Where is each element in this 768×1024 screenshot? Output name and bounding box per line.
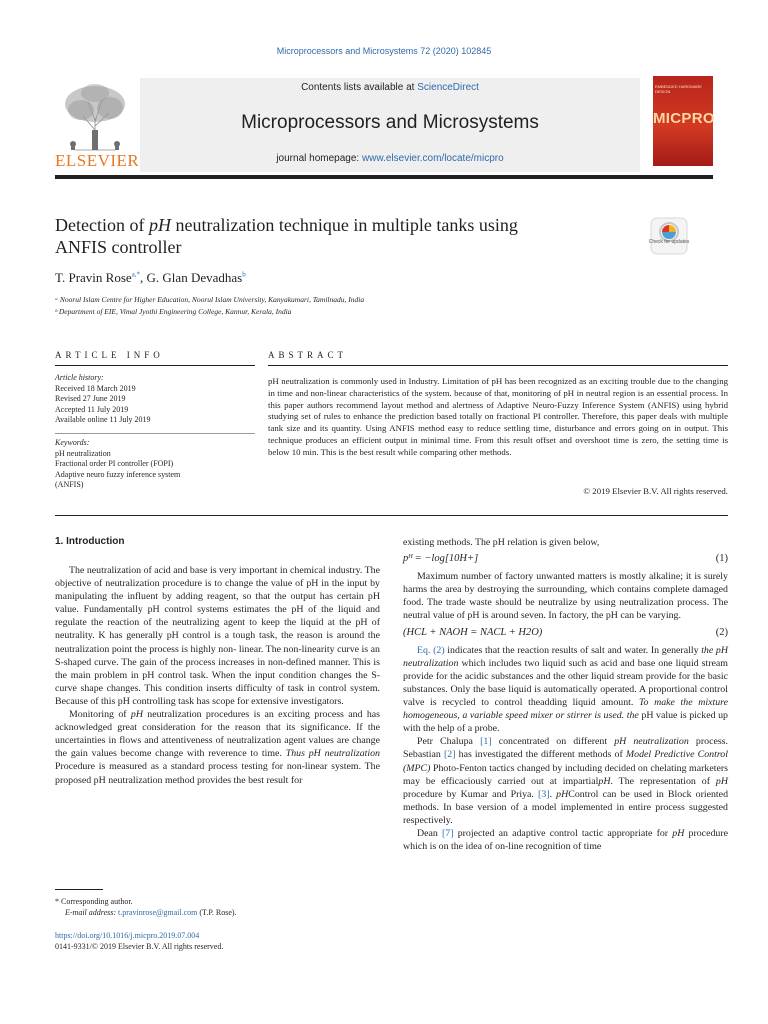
section-heading-introduction: 1. Introduction — [55, 536, 125, 547]
article-history — [55, 373, 255, 426]
sciencedirect-link[interactable]: ScienceDirect — [417, 82, 479, 93]
author-1-affil-mark[interactable]: a,* — [131, 270, 141, 279]
equation-1-number: (1) — [715, 553, 728, 565]
text: Monitoring of — [69, 709, 131, 721]
body-column-right — [403, 536, 728, 853]
email-suffix: (T.P. Rose). — [197, 908, 237, 917]
accepted-date: Accepted 11 July 2019 — [55, 404, 129, 414]
text: has investigated the different methods of — [455, 749, 626, 761]
text: . The representation of — [610, 775, 716, 787]
text: the pH neutralization — [403, 644, 728, 669]
keyword: pH neutralization — [55, 448, 111, 458]
text: process. Sebastian — [403, 736, 728, 761]
article-info-rule — [55, 365, 255, 366]
text: To make the mixture homogeneous, a variable speed mixer or stirrer is used. the — [403, 697, 728, 722]
text: Procedure is measured as a standard process testing for non-linear system. The proposed pH neutralization method provides the best result for — [55, 761, 380, 786]
doi-link[interactable]: https://doi.org/10.1016/j.micpro.2019.07.004 — [55, 931, 200, 940]
doi-block — [55, 930, 380, 952]
text: procedure by Kumar and Priya. — [403, 788, 539, 800]
author-list — [55, 270, 246, 286]
email-label: E-mail address: — [65, 908, 119, 917]
eq-2-link[interactable]: Eq. (2) — [417, 644, 445, 656]
text: procedure which is on the idea of on-line recognition of time — [403, 827, 728, 853]
intro-paragraph-1: The neutralization of acid and base is very important in chemical industry. The objective of neutralization procedure is to change the value of pH in the input by manipulating the influent by adding reagent, so that the output has certain pH value. Fundamentally pH control systems estimates the pH of the liquid and regulate the reaction of the neutralizing agent to keep the liquid at the pH of neutrality. K has generally pH control is a tough task, the reason is around the neutralization point the process is highly non- linear. The non-linearity curve is an S-shaped curve. The gain of the process increases in non-defined manner. This is the main problem in pH control task. When the input condition changes the S-curve shape changes. This condition inserts difficulty of task in control system. Because of this pH controlling task has scope for extensive investigators. — [55, 565, 380, 707]
history-label: Article history: — [55, 373, 104, 382]
text: Petr Chalupa — [417, 736, 481, 748]
text: pH value is picked up with the help of a probe. — [403, 710, 728, 735]
reference-link-2[interactable]: [2] — [443, 749, 456, 761]
text: Dean — [417, 827, 443, 839]
equation-1-text: pᴴ = −log[10H+] — [403, 553, 479, 565]
text: Thus pH neutralization — [285, 748, 380, 760]
abstract-rule — [268, 365, 728, 366]
equation-1 — [403, 552, 728, 565]
footnote-rule — [55, 889, 103, 890]
author-separator: , — [140, 270, 147, 285]
text: indicates that the reaction results of salt and water. In generally — [444, 644, 702, 656]
cover-title: MICPRO — [653, 110, 715, 127]
homepage-link[interactable]: www.elsevier.com/locate/micpro — [361, 153, 504, 164]
journal-homepage — [140, 153, 640, 164]
contents-available — [140, 82, 640, 93]
body-column-left — [55, 564, 380, 787]
equation-2-text: (HCL + NAOH = NACL + H2O) — [403, 626, 543, 638]
footnote-mark: * — [55, 897, 59, 906]
text: Control can be used in Block oriented methods. In base version of a model implemented in entire process suggested respectively. — [403, 788, 729, 826]
article-title — [55, 214, 615, 258]
keywords-rule — [55, 433, 255, 434]
keyword: (ANFIS) — [55, 480, 84, 489]
crossmark-icon[interactable] — [650, 217, 688, 255]
reference-link-1[interactable]: [1] — [480, 736, 492, 748]
crossmark-label: Check for updates — [648, 239, 690, 245]
text: which includes two liquid such as acid and base one liquid stream provide for the acidic substances and the other liquid stream provide for the basic substances. Only the base liquid is automatically operated. A proportional control valve is recycled to control theadding liquid amount. — [403, 657, 728, 709]
text: pH — [598, 775, 611, 787]
reference-link-7[interactable]: [7] — [442, 827, 454, 839]
paragraph: existing methods. The pH relation is given below, — [403, 537, 600, 548]
text: pH — [130, 709, 143, 721]
title-ph: pH — [148, 215, 171, 235]
keywords — [55, 438, 255, 491]
paragraph — [403, 735, 728, 827]
revised-date: Revised 27 June 2019 — [55, 394, 126, 403]
affiliation-a: ᵃ Noorul Islam Centre for Higher Education, Noorul Islam University, Kanyakumari, Tamilnadu, India — [55, 295, 365, 304]
article-info-heading: ARTICLE INFO — [55, 350, 164, 360]
footnote-text: Corresponding author. — [59, 897, 133, 906]
title-part: neutralization technique in multiple tanks using — [170, 215, 518, 235]
text: Photo-Fenton tactics changed by including decided on chelating marketers may be efficaciously carried out at impartial — [403, 762, 728, 787]
elsevier-tree-logo — [55, 80, 135, 152]
affiliation-b: ᵇ Department of EIE, Vimal Jyothi Engineering College, Kannur, Kerala, India — [55, 307, 292, 316]
keyword: Adaptive neuro fuzzy inference system — [55, 469, 181, 479]
received-date: Received 18 March 2019 — [55, 383, 136, 393]
online-date: Available online 11 July 2019 — [55, 415, 151, 424]
title-part: Detection of — [55, 215, 149, 235]
journal-name: Microprocessors and Microsystems — [241, 112, 539, 133]
text: concentrated on different — [491, 736, 615, 748]
header-divider — [55, 175, 713, 179]
footnote — [55, 896, 380, 918]
issn-copyright: 0141-9331/© 2019 Elsevier B.V. All rights reserved. — [55, 942, 224, 951]
text: . — [549, 788, 557, 800]
paragraph — [403, 827, 728, 853]
equation-2-number: (2) — [715, 626, 728, 638]
author-email-link[interactable]: t.pravinrose@gmail.com — [118, 908, 198, 917]
text: Model Predictive Control (MPC) — [403, 749, 728, 774]
text: pH — [672, 827, 685, 839]
title-line-2: ANFIS controller — [55, 237, 182, 257]
reference-link-3[interactable]: [3] — [538, 788, 550, 800]
abstract-bottom-rule — [55, 515, 728, 516]
abstract-copyright: © 2019 Elsevier B.V. All rights reserved. — [583, 486, 728, 496]
keywords-label: Keywords: — [55, 438, 90, 447]
contents-prefix: Contents lists available at — [301, 82, 418, 93]
text: projected an adaptive control tactic appropriate for — [453, 827, 673, 839]
text: pH — [556, 788, 569, 800]
paragraph: Maximum number of factory unwanted matters is mostly alkaline; it is surely harms the area by destroying the surrounding, which contains complete damaged food. The trade waste should be neutralize by using neutralization process. The neutral value of pH is around seven. In factory, the pH can be varying. — [403, 571, 728, 622]
elsevier-wordmark: ELSEVIER — [55, 151, 140, 170]
homepage-prefix: journal homepage: — [276, 153, 362, 164]
abstract-heading: ABSTRACT — [268, 350, 348, 360]
paragraph — [403, 644, 728, 736]
text: pH — [715, 775, 728, 787]
author-2: G. Glan Devadhas — [146, 270, 243, 285]
equation-2 — [403, 626, 728, 639]
cover-small-text: EMBEDDED HARDWARE DESIGN — [655, 84, 702, 94]
intro-paragraph-2 — [55, 708, 380, 787]
author-2-affil-mark[interactable]: b — [242, 270, 246, 279]
text: pH neutralization — [614, 736, 689, 748]
abstract-text: pH neutralization is commonly used in Industry. Limitation of pH has been recognized as an exciting trouble due to the changing in time and non-linear characteristics of the system. because of that, monitoring of pH in neutral region is an essential process. In this paper authors recommend layout method and alertness of Adaptive Neuro-Fuzzy Inference System (ANFIS) using hybrid studying set of rules to enhance the prediction based totally on fractional PI controller. Therefore, this paper deals with multiple tank size and its quantity. Using ANFIS method easy to reduce settling time, disturbance and errors going on in output. This technique produces an efficient output in minimal time. From this result offset and overshoot time is zero, the setting time is below 10 min. This is the best result while comparing other methods. — [268, 376, 728, 457]
text: neutralization procedures is an exciting process and has acknowledged great consideration for the reason that its significance. If the uncertainties in flows and attentiveness of neutralization agent values are change the gain values become change with reverence to time. — [55, 709, 380, 760]
keyword: Fractional order PI controller (FOPI) — [55, 459, 174, 468]
author-1: T. Pravin Rose — [55, 270, 132, 285]
journal-citation[interactable]: Microprocessors and Microsystems 72 (2020) 102845 — [276, 46, 492, 56]
